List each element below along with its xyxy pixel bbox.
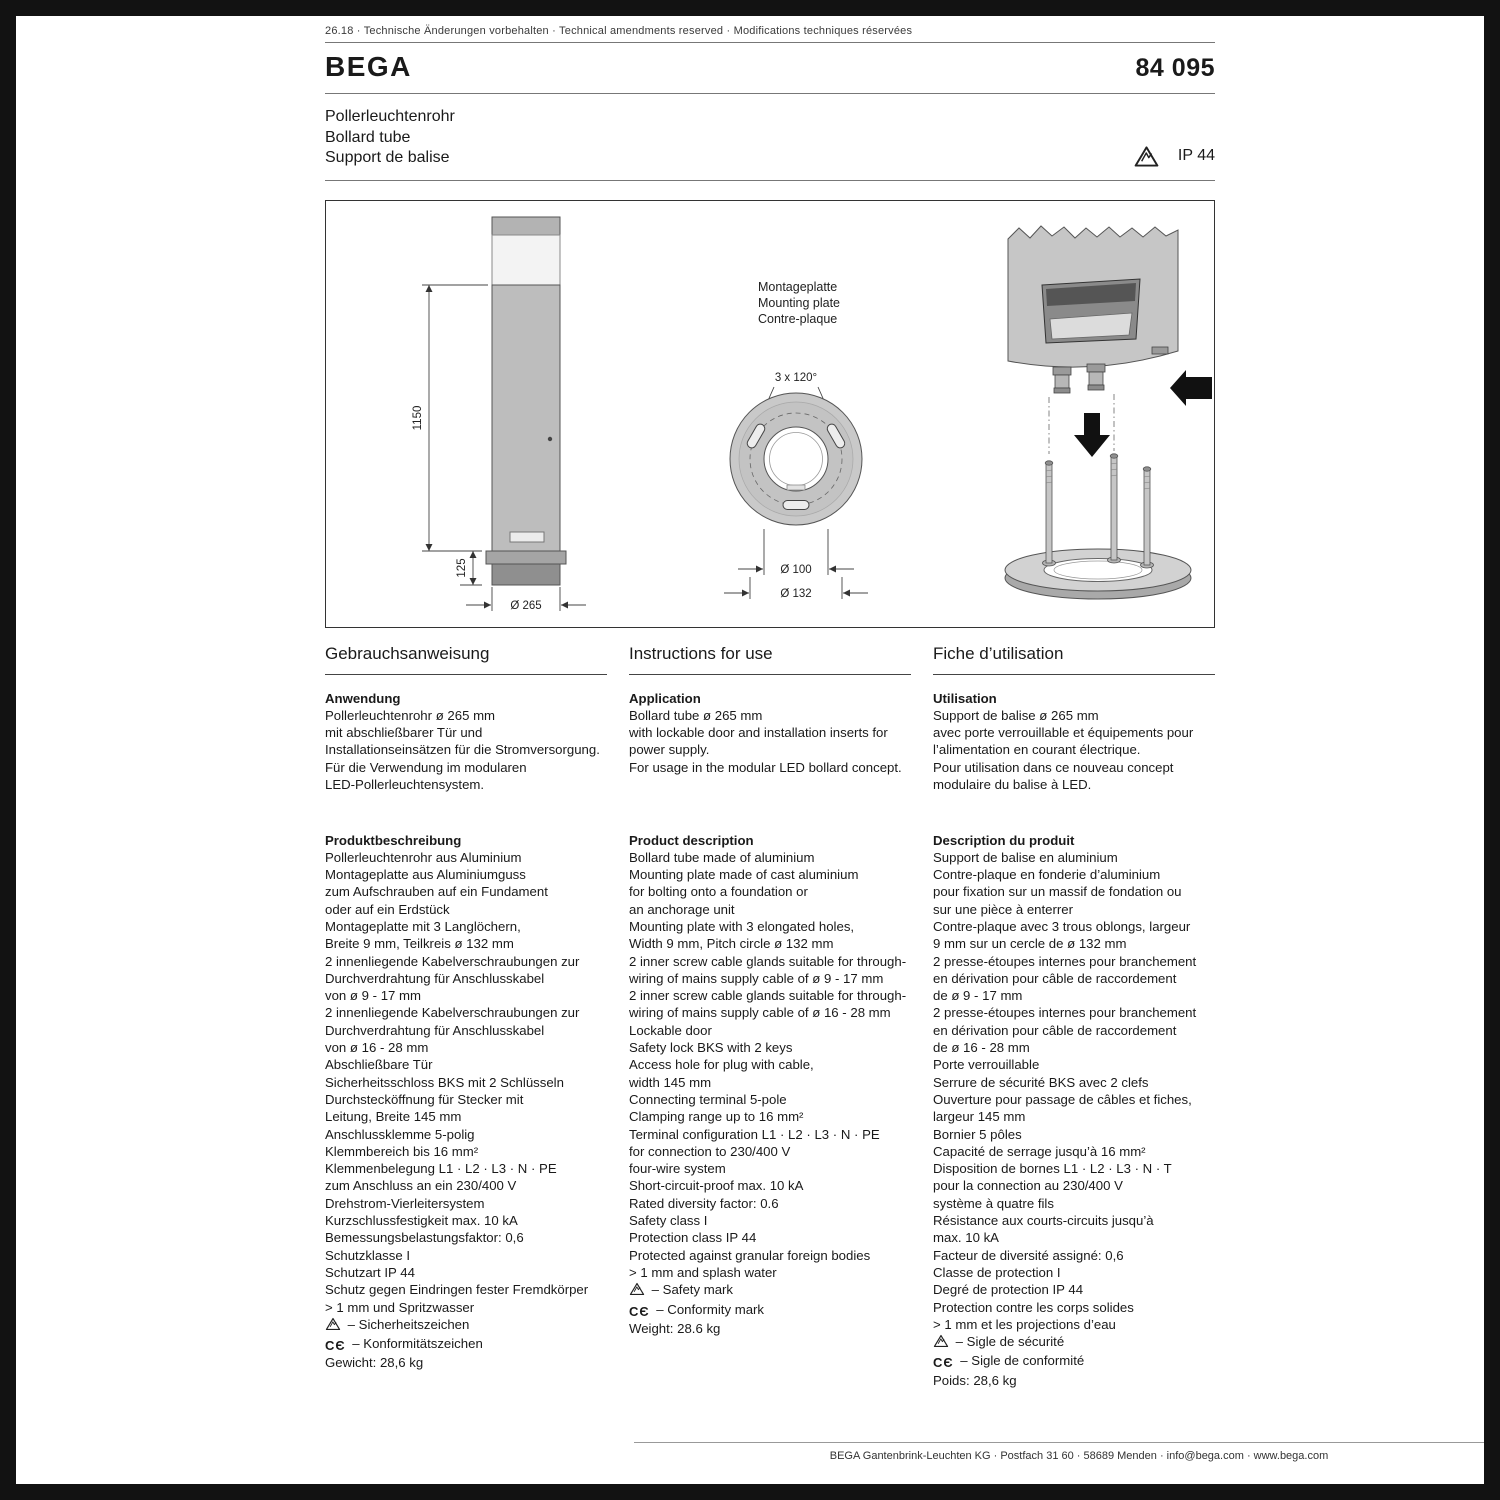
safety-mark-icon (933, 1334, 949, 1352)
datasheet-content (325, 16, 1329, 1484)
text-line: CЄ – Sigle de conformité (933, 1353, 1085, 1371)
text-line: Résistance aux courts-circuits jusqu’à (933, 1213, 1154, 1229)
dim-buried-label: 125 (456, 557, 468, 578)
text-line: Drehstrom-Vierleitersystem (325, 1195, 485, 1211)
mounting-plate-top-view (724, 280, 868, 600)
text-line: > 1 mm und Spritzwasser (325, 1299, 475, 1315)
footer-line: BEGA Gantenbrink-Leuchten KG · Postfach 31 60 · 58689 Menden · info@bega.com · www.bega.com (634, 1442, 1500, 1462)
column-title: Fiche d’utilisation (933, 644, 1215, 675)
dim-pitch-circle-label: Ø 132 (780, 587, 812, 600)
down-arrow-shaft (1084, 413, 1100, 435)
text-line: CЄ – Konformitätszeichen (325, 1336, 483, 1354)
text-line: mit abschließbarer Tür und (325, 725, 483, 741)
product-name-fr: Support de balise (325, 149, 450, 166)
text-line: Bollard tube made of aluminium (629, 849, 815, 865)
technical-drawing-svg (326, 201, 1214, 627)
text-line: de ø 16 - 28 mm (933, 1040, 1030, 1056)
ce-mark-icon: CЄ (933, 1355, 954, 1371)
text-line: an anchorage unit (629, 901, 735, 917)
text-line: for bolting onto a foundation or (629, 884, 808, 900)
text-line: von ø 16 - 28 mm (325, 1040, 429, 1056)
text-line: système à quatre fils (933, 1195, 1054, 1211)
text-line: sur une pièce à enterrer (933, 901, 1074, 917)
text-line: 2 presse-étoupes internes pour branchement (933, 1005, 1197, 1021)
ip-rating: IP 44 (1177, 147, 1215, 164)
text-line: Bollard tube ø 265 mm (629, 707, 763, 723)
brand-logo: BEGA (325, 51, 412, 82)
text-line: 2 inner screw cable glands suitable for through- (629, 988, 907, 1004)
text-line: Montageplatte aus Aluminiumguss (325, 867, 526, 883)
text-line: Bemessungsbelastungsfaktor: 0,6 (325, 1230, 524, 1246)
section-heading: Product description (629, 832, 754, 848)
text-line: Protected against granular foreign bodies (629, 1247, 871, 1263)
text-line: Sicherheitsschloss BKS mit 2 Schlüsseln (325, 1074, 564, 1090)
text-line: Support de balise en aluminium (933, 849, 1118, 865)
text-line: Rated diversity factor: 0.6 (629, 1195, 779, 1211)
product-name-de: Pollerleuchtenrohr (325, 108, 455, 125)
text-line: Leitung, Breite 145 mm (325, 1109, 462, 1125)
text-line: Poids: 28,6 kg (933, 1372, 1017, 1388)
dim-height-label: 1150 (412, 405, 424, 430)
text-line: pour fixation sur un massif de fondation ou (933, 884, 1182, 900)
text-line: Protection contre les corps solides (933, 1299, 1134, 1315)
text-line: Short-circuit-proof max. 10 kA (629, 1178, 804, 1194)
text-line: four-wire system (629, 1161, 726, 1177)
text-line: Contre-plaque avec 3 trous oblongs, largeur (933, 918, 1191, 934)
section-heading: Utilisation (933, 690, 997, 706)
text-line: Pour utilisation dans ce nouveau concept (933, 759, 1174, 775)
text-line: Anschlussklemme 5-polig (325, 1126, 475, 1142)
text-line: avec porte verrouillable et équipements pour (933, 725, 1194, 741)
text-line: Connecting terminal 5-pole (629, 1091, 787, 1107)
text-line: Terminal configuration L1 · L2 · L3 · N · PE (629, 1126, 880, 1142)
section-heading: Anwendung (325, 690, 401, 706)
text-line: > 1 mm et les projections d’eau (933, 1316, 1116, 1332)
text-line: pour la connection au 230/400 V (933, 1178, 1123, 1194)
insert-direction-arrow (1170, 370, 1212, 406)
column-2 (629, 644, 911, 1390)
text-line: en dérivation pour câble de raccordement (933, 1022, 1177, 1038)
column-title: Gebrauchsanweisung (325, 644, 607, 675)
text-line: oder auf ein Erdstück (325, 901, 450, 917)
technical-drawing (325, 200, 1215, 628)
text-line: power supply. (629, 742, 710, 758)
text-line: for connection to 230/400 V (629, 1143, 791, 1159)
text-line: largeur 145 mm (933, 1109, 1026, 1125)
text-line: Clamping range up to 16 mm² (629, 1109, 804, 1125)
text-line: Klemmenbelegung L1 · L2 · L3 · N · PE (325, 1161, 557, 1177)
text-line: 9 mm sur un cercle de ø 132 mm (933, 936, 1127, 952)
text-line: > 1 mm and splash water (629, 1264, 777, 1280)
text-line: Protection class IP 44 (629, 1230, 757, 1246)
column-3 (933, 644, 1215, 1390)
mounting-plate-label-fr: Contre-plaque (758, 311, 838, 326)
text-line: – Sicherheitszeichen (325, 1316, 607, 1335)
section (933, 832, 1215, 1390)
text-line: zum Anschluss an ein 230/400 V (325, 1178, 517, 1194)
text-line: Schutzart IP 44 (325, 1264, 415, 1280)
section (933, 690, 1215, 832)
text-line: modulaire du balise à LED. (933, 776, 1092, 792)
text-line: Gewicht: 28,6 kg (325, 1355, 424, 1371)
text-line: Access hole for plug with cable, (629, 1057, 814, 1073)
text-line: Lockable door (629, 1022, 712, 1038)
text-line: For usage in the modular LED bollard concept. (629, 759, 902, 775)
instruction-columns (325, 644, 1215, 1390)
section-heading: Application (629, 690, 701, 706)
dim-outer-diameter-label: Ø 265 (510, 599, 542, 612)
text-line: Schutzklasse I (325, 1247, 411, 1263)
text-line: Disposition de bornes L1 · L2 · L3 · N · T (933, 1161, 1172, 1177)
protection-rating (1133, 145, 1215, 169)
text-line: Classe de protection I (933, 1264, 1061, 1280)
text-line: Safety class I (629, 1213, 708, 1229)
section-heading: Description du produit (933, 832, 1075, 848)
text-line: – Sigle de sécurité (933, 1333, 1215, 1352)
text-line: Durchverdrahtung für Anschlusskabel (325, 1022, 545, 1038)
text-line: Durchstecköffnung für Stecker mit (325, 1091, 524, 1107)
mounting-plate-label-en: Mounting plate (758, 295, 841, 310)
mounting-plate-label-de: Montageplatte (758, 279, 838, 294)
text-line: Porte verrouillable (933, 1057, 1040, 1073)
text-line: wiring of mains supply cable of ø 9 - 17 mm (629, 970, 884, 986)
text-line: Serrure de sécurité BKS avec 2 clefs (933, 1074, 1149, 1090)
section (325, 832, 607, 1372)
section (629, 690, 911, 832)
product-number: 84 095 (1135, 54, 1215, 82)
section (629, 832, 911, 1338)
text-line: Degré de protection IP 44 (933, 1282, 1084, 1298)
text-line: Breite 9 mm, Teilkreis ø 132 mm (325, 936, 514, 952)
text-line: Abschließbare Tür (325, 1057, 433, 1073)
product-names (325, 107, 455, 169)
ce-mark-icon: CЄ (325, 1338, 346, 1354)
section-heading: Produktbeschreibung (325, 832, 462, 848)
safety-mark-icon (325, 1317, 341, 1335)
column-1 (325, 644, 607, 1390)
text-line: Klemmbereich bis 16 mm² (325, 1143, 479, 1159)
text-line: Ouverture pour passage de câbles et fiches, (933, 1091, 1192, 1107)
text-line: Für die Verwendung im modularen (325, 759, 527, 775)
text-line: zum Aufschrauben auf ein Fundament (325, 884, 548, 900)
dim-inner-circle-label: Ø 100 (780, 563, 812, 576)
safety-mark-icon (1133, 145, 1160, 168)
exploded-mounting-view (1005, 226, 1212, 599)
anchor-rods (1045, 453, 1151, 564)
text-line: Kurzschlussfestigkeit max. 10 kA (325, 1213, 518, 1229)
text-line: Support de balise ø 265 mm (933, 707, 1099, 723)
down-arrow-head (1074, 435, 1110, 457)
safety-mark-icon (629, 1282, 645, 1300)
text-line: 2 innenliegende Kabelverschraubungen zur (325, 953, 580, 969)
product-name-en: Bollard tube (325, 128, 411, 146)
text-line: 2 innenliegende Kabelverschraubungen zur (325, 1005, 580, 1021)
text-line: Capacité de serrage jusqu’à 16 mm² (933, 1143, 1146, 1159)
text-line: CЄ – Conformity mark (629, 1301, 765, 1319)
revision-note: 26.18 · Technische Änderungen vorbehalten · Technical amendments reserved · Modifications techniques réservées (325, 25, 1215, 43)
brand-row (325, 43, 1215, 94)
title-row (325, 94, 1215, 181)
text-line: Safety lock BKS with 2 keys (629, 1040, 793, 1056)
keyhole-dot (548, 436, 552, 440)
text-line: max. 10 kA (933, 1230, 999, 1246)
text-line: Facteur de diversité assigné: 0,6 (933, 1247, 1124, 1263)
text-line: width 145 mm (629, 1074, 712, 1090)
dim-hole-pattern-label: 3 x 120° (774, 371, 818, 384)
text-line: Weight: 28.6 kg (629, 1320, 721, 1336)
section (325, 690, 607, 832)
text-line: Installationseinsätzen für die Stromversorgung. (325, 742, 600, 758)
ce-mark-icon: CЄ (629, 1303, 650, 1319)
text-line: l’alimentation en courant électrique. (933, 742, 1141, 758)
text-line: with lockable door and installation inserts for (629, 725, 888, 741)
text-line: – Safety mark (629, 1281, 911, 1300)
text-line: Bornier 5 pôles (933, 1126, 1022, 1142)
text-line: LED-Pollerleuchtensystem. (325, 776, 485, 792)
text-line: 2 presse-étoupes internes pour branchement (933, 953, 1197, 969)
text-line: 2 inner screw cable glands suitable for through- (629, 953, 907, 969)
bollard-side-view (412, 217, 586, 612)
text-line: en dérivation pour câble de raccordement (933, 970, 1177, 986)
text-line: Pollerleuchtenrohr aus Aluminium (325, 849, 522, 865)
column-title: Instructions for use (629, 644, 911, 675)
text-line: Montageplatte mit 3 Langlöchern, (325, 918, 521, 934)
text-line: de ø 9 - 17 mm (933, 988, 1023, 1004)
text-line: Schutz gegen Eindringen fester Fremdkörper (325, 1282, 589, 1298)
text-line: Width 9 mm, Pitch circle ø 132 mm (629, 936, 834, 952)
text-line: Mounting plate with 3 elongated holes, (629, 918, 855, 934)
text-line: Durchverdrahtung für Anschlusskabel (325, 970, 545, 986)
text-line: Contre-plaque en fonderie d’aluminium (933, 867, 1161, 883)
text-line: von ø 9 - 17 mm (325, 988, 422, 1004)
text-line: Mounting plate made of cast aluminium (629, 867, 859, 883)
text-line: Pollerleuchtenrohr ø 265 mm (325, 707, 496, 723)
text-line: wiring of mains supply cable of ø 16 - 28 mm (629, 1005, 891, 1021)
